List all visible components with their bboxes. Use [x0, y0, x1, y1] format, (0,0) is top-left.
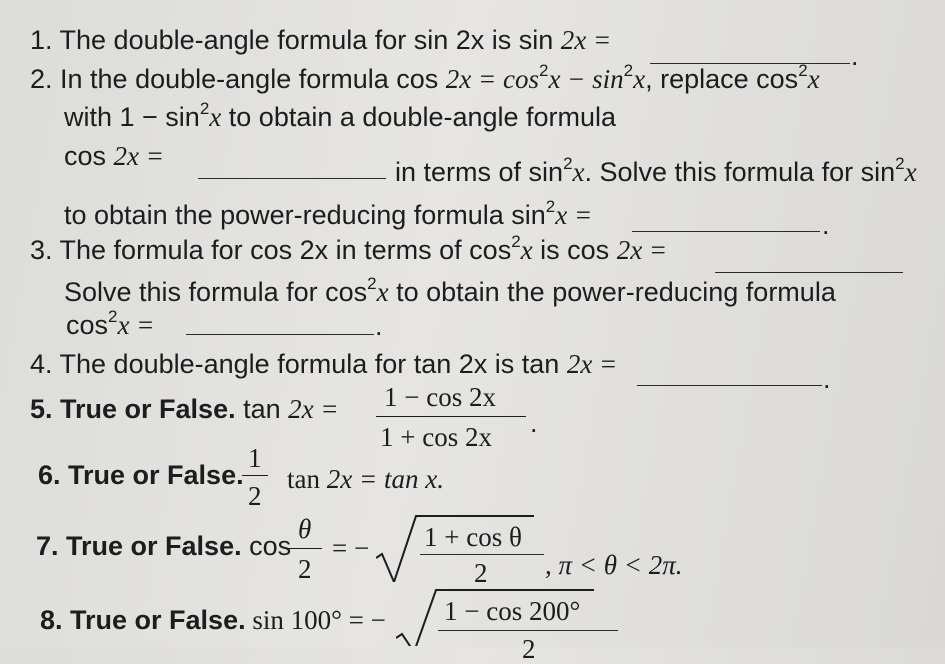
- q5-label: 5. True or False.: [30, 394, 236, 424]
- q5-period: .: [530, 408, 538, 438]
- q4-math: 2x =: [566, 349, 618, 379]
- q2-to-obtain: to obtain the power-reducing formula sin: [64, 200, 546, 230]
- q6-denominator: 2: [248, 481, 262, 511]
- q3-lead-x: x: [520, 235, 533, 265]
- q7-line: [36, 533, 291, 560]
- q6-rhs-math: 2x = tan x.: [326, 464, 444, 494]
- q2-sup-7: 2: [545, 197, 556, 216]
- q5-numerator: 1 − cos 2x: [384, 382, 496, 412]
- q2-sup-6: 2: [895, 154, 905, 173]
- q2-cos-lead: cos: [64, 141, 114, 171]
- q2-line-1: [30, 62, 820, 93]
- q4-line: [30, 351, 617, 378]
- q8-radical-bar: [438, 630, 618, 631]
- q6-rhs: [287, 466, 444, 493]
- q2-line-2: [64, 100, 616, 131]
- q7-fraction-bar: [288, 548, 322, 549]
- q2-line-4: [64, 198, 592, 229]
- q7-label: 7. True or False.: [36, 531, 242, 561]
- q7-cos: cos: [241, 531, 292, 561]
- q2-solve-x: x: [904, 157, 917, 187]
- q2-formula-a: 2x = cos: [445, 64, 539, 94]
- q5-lhs-math: 2x =: [288, 394, 339, 424]
- q1-line: [30, 27, 611, 54]
- q2-lead: 2. In the double-angle formula cos: [30, 64, 446, 94]
- q2-power-reducing-blank[interactable]: [632, 231, 820, 232]
- q8-radical-numerator: 1 − cos 200°: [444, 596, 581, 626]
- q8-value: 100° = −: [290, 605, 386, 635]
- q2-line2-b: to obtain a double-angle formula: [221, 102, 617, 132]
- q3-power-reducing-blank[interactable]: [186, 334, 374, 335]
- q6-tan: tan: [287, 464, 327, 494]
- q2-to-obtain-x: x =: [555, 200, 593, 230]
- q8-label: 8. True or False.: [40, 605, 246, 635]
- q7-two: 2: [298, 554, 312, 584]
- q6-label: 6. True or False.: [38, 460, 244, 490]
- q6-line: [38, 462, 244, 489]
- q5-denominator: 1 + cos 2x: [380, 422, 492, 452]
- q7-equals: = −: [332, 533, 370, 563]
- q7-radical-numerator: 1 + cos θ: [424, 522, 522, 552]
- q7-radical-bar: [420, 554, 544, 555]
- q6-fraction-bar: [242, 475, 268, 476]
- q3-solve-b: to obtain the power-reducing formula: [388, 277, 836, 307]
- q2-sup-5: 2: [563, 154, 573, 173]
- q3-sup-1: 2: [511, 232, 521, 251]
- q4-lead: 4. The double-angle formula for tan 2x is tan: [30, 349, 567, 379]
- q8-radical-denominator: 2: [522, 634, 536, 664]
- q3-solve: Solve this formula for cos: [64, 277, 368, 307]
- q3-cos2x-blank[interactable]: [715, 272, 903, 273]
- q2-line2-a: with 1 − sin: [64, 102, 200, 132]
- q3-solve-x: x: [376, 277, 389, 307]
- q1-period: .: [851, 41, 859, 71]
- q3-lead: 3. The formula for cos 2x in terms of cos: [30, 235, 512, 265]
- q1-lead: 1. The double-angle formula for sin 2x is sin: [30, 25, 561, 55]
- q6-numerator: 1: [248, 443, 262, 473]
- q3-cos-lead: cos: [66, 310, 109, 340]
- q7-condition: , π < θ < 2π.: [545, 550, 683, 580]
- q3-period: .: [375, 311, 383, 341]
- q6-fraction: [242, 445, 268, 511]
- q3-line-2: [64, 275, 836, 306]
- q2-cos-answer-blank[interactable]: [198, 178, 386, 179]
- q2-line-3a: [64, 143, 164, 170]
- q2-sup-2: 2: [623, 61, 634, 80]
- q4-answer-blank[interactable]: [637, 385, 822, 386]
- q7-angle-fraction: [288, 516, 322, 582]
- q2-cos-math: 2x =: [113, 141, 164, 171]
- q2-replace-x: x: [807, 64, 820, 94]
- q1-math: 2x =: [560, 25, 612, 55]
- q2-sup-1: 2: [538, 61, 549, 80]
- q2-line2-x: x: [209, 102, 222, 132]
- q2-in-terms-x: x: [572, 157, 585, 187]
- q2-line-3b: [395, 155, 917, 186]
- q5-fraction-bar: [376, 416, 526, 417]
- q2-replace: , replace cos: [645, 64, 799, 94]
- q2-sup-3: 2: [798, 61, 808, 80]
- q3-line-3: [66, 308, 154, 339]
- q2-period: .: [822, 210, 830, 240]
- q3-sup-2: 2: [367, 274, 377, 293]
- q3-is-cos: is cos: [532, 235, 617, 265]
- q7-radical-denominator: 2: [474, 558, 488, 588]
- q2-sup-4: 2: [199, 99, 210, 118]
- q2-in-terms: in terms of sin: [395, 157, 564, 187]
- q8-sin: sin: [245, 605, 291, 635]
- q3-line-1: [30, 233, 667, 264]
- q8-line: [40, 607, 386, 634]
- q3-is-math: 2x =: [616, 235, 668, 265]
- q3-sup-3: 2: [108, 307, 118, 326]
- q5-lhs: tan: [235, 394, 289, 424]
- q2-solve: . Solve this formula for sin: [584, 157, 896, 187]
- q2-formula-c: x: [633, 64, 646, 94]
- q4-period: .: [823, 364, 831, 394]
- q5-fraction: [376, 382, 526, 452]
- q3-cos-x: x =: [117, 310, 155, 340]
- q5-line: [30, 396, 339, 423]
- q2-formula-b: x − sin: [548, 64, 624, 94]
- q7-theta: θ: [298, 514, 312, 544]
